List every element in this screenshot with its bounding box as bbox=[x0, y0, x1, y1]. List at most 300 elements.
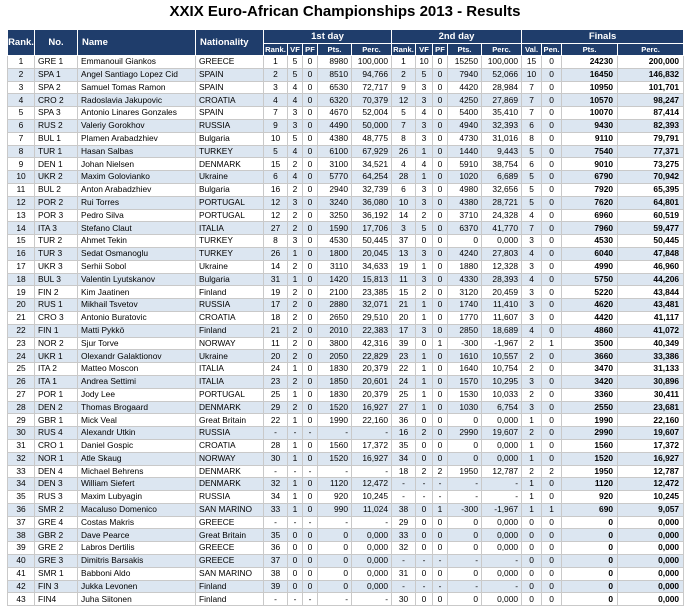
d2-vf-cell: 3 bbox=[416, 247, 433, 260]
d2-perc-cell: 24,328 bbox=[482, 209, 522, 222]
d2-pts-cell: 1530 bbox=[448, 388, 482, 401]
table-row bbox=[8, 196, 684, 209]
rank-cell: 15 bbox=[8, 235, 35, 248]
nationality-cell: TURKEY bbox=[196, 145, 264, 158]
d2-rank-cell: 37 bbox=[392, 235, 416, 248]
name-cell: William Siefert bbox=[78, 478, 196, 491]
d2-pf-cell: 0 bbox=[433, 311, 448, 324]
no-cell: RUS 3 bbox=[35, 491, 78, 504]
d2-vf-cell: 3 bbox=[416, 119, 433, 132]
d1-rank-cell: 5 bbox=[264, 145, 288, 158]
d1-perc-cell: 0,000 bbox=[352, 529, 392, 542]
fin-pts-cell: 3360 bbox=[562, 388, 618, 401]
d1-pf-cell: 0 bbox=[303, 350, 318, 363]
rank-cell: 40 bbox=[8, 555, 35, 568]
fin-perc-cell: 0,000 bbox=[618, 542, 684, 555]
nationality-cell: GREECE bbox=[196, 555, 264, 568]
rank-cell: 31 bbox=[8, 439, 35, 452]
fin-pen-cell: 0 bbox=[542, 593, 562, 606]
no-cell: TUR 3 bbox=[35, 247, 78, 260]
d1-pts-cell: 4380 bbox=[318, 132, 352, 145]
fin-pen-cell: 2 bbox=[542, 465, 562, 478]
d1-pf-cell: 0 bbox=[303, 363, 318, 376]
d1-pf-cell: 0 bbox=[303, 158, 318, 171]
fin-pts-cell: 0 bbox=[562, 580, 618, 593]
d1-rank-cell: - bbox=[264, 465, 288, 478]
fin-perc-cell: 0,000 bbox=[618, 593, 684, 606]
d2-rank-cell: 6 bbox=[392, 183, 416, 196]
d1-vf-cell: 0 bbox=[288, 567, 303, 580]
fin-perc-cell: 16,927 bbox=[618, 452, 684, 465]
fin-val-cell: 7 bbox=[522, 94, 542, 107]
d1-pf-cell: - bbox=[303, 427, 318, 440]
day2-header: 2nd day bbox=[392, 30, 522, 44]
name-cell: Stefano Claut bbox=[78, 222, 196, 235]
no-cell: SPA 3 bbox=[35, 107, 78, 120]
d1-pf-cell: 0 bbox=[303, 235, 318, 248]
d1-pts-cell: 3110 bbox=[318, 260, 352, 273]
d2-pf-cell: 0 bbox=[433, 324, 448, 337]
nationality-cell: DENMARK bbox=[196, 465, 264, 478]
d2-pf-cell: 0 bbox=[433, 375, 448, 388]
d2-perc-cell: 12,328 bbox=[482, 260, 522, 273]
rank-cell: 22 bbox=[8, 324, 35, 337]
rank-cell: 4 bbox=[8, 94, 35, 107]
d1-perc-cell: 67,929 bbox=[352, 145, 392, 158]
fin-pen-cell: 0 bbox=[542, 555, 562, 568]
d2-rank-cell: 12 bbox=[392, 94, 416, 107]
d2-perc-cell: - bbox=[482, 491, 522, 504]
d2-perc-cell: -1,967 bbox=[482, 337, 522, 350]
d1-perc-cell: - bbox=[352, 593, 392, 606]
d1-pts-cell: 4530 bbox=[318, 235, 352, 248]
d1-pts-cell: 8510 bbox=[318, 68, 352, 81]
d2-pf-cell: - bbox=[433, 580, 448, 593]
d1-pf-cell: 0 bbox=[303, 247, 318, 260]
d2-vf-cell: 0 bbox=[416, 452, 433, 465]
rank-cell: 10 bbox=[8, 171, 35, 184]
d2-pf-cell: 0 bbox=[433, 183, 448, 196]
fin-pts-cell: 9010 bbox=[562, 158, 618, 171]
fin-pts-cell: 0 bbox=[562, 593, 618, 606]
d1-rank-cell: 32 bbox=[264, 478, 288, 491]
rank-cell: 26 bbox=[8, 375, 35, 388]
fin-pts-cell: 7540 bbox=[562, 145, 618, 158]
table-row bbox=[8, 209, 684, 222]
d1-perc-cell: - bbox=[352, 516, 392, 529]
d2-vf-cell: 4 bbox=[416, 158, 433, 171]
d2-rank-cell: 36 bbox=[392, 414, 416, 427]
fin-perc-cell: 41,072 bbox=[618, 324, 684, 337]
d1-pts-cell: - bbox=[318, 465, 352, 478]
fin-pts-cell: 9110 bbox=[562, 132, 618, 145]
d1-vf-cell: 3 bbox=[288, 119, 303, 132]
d2-pts-cell: 6370 bbox=[448, 222, 482, 235]
d2-pf-cell: 0 bbox=[433, 452, 448, 465]
nationality-cell: SPAIN bbox=[196, 68, 264, 81]
fin-pen-cell: 0 bbox=[542, 350, 562, 363]
d1-pts-cell: 0 bbox=[318, 567, 352, 580]
d1-vf-cell: 2 bbox=[288, 311, 303, 324]
d1-rank-cell: 36 bbox=[264, 542, 288, 555]
rank-cell: 27 bbox=[8, 388, 35, 401]
name-cell: Anton Arabadzhiev bbox=[78, 183, 196, 196]
fin-val-cell: 1 bbox=[522, 503, 542, 516]
d2-pf-cell: 0 bbox=[433, 439, 448, 452]
d1-rank-cell: 9 bbox=[264, 119, 288, 132]
d1-perc-cell: 0,000 bbox=[352, 555, 392, 568]
d1-pts-cell: - bbox=[318, 427, 352, 440]
name-cell: Rui Torres bbox=[78, 196, 196, 209]
no-cell: CRO 1 bbox=[35, 439, 78, 452]
fin-perc-cell: 47,848 bbox=[618, 247, 684, 260]
no-cell: DEN 2 bbox=[35, 401, 78, 414]
rank-cell: 43 bbox=[8, 593, 35, 606]
name-cell: Atle Skaug bbox=[78, 452, 196, 465]
fin-pen-cell: 0 bbox=[542, 427, 562, 440]
d1-pts-cell: 1420 bbox=[318, 273, 352, 286]
no-cell: SPA 1 bbox=[35, 68, 78, 81]
d1-pf-header: PF bbox=[303, 44, 318, 56]
d2-rank-cell: - bbox=[392, 478, 416, 491]
name-cell: Pedro Silva bbox=[78, 209, 196, 222]
fin-pts-cell: 7960 bbox=[562, 222, 618, 235]
fin-val-cell: 2 bbox=[522, 337, 542, 350]
d1-pts-cell: 3800 bbox=[318, 337, 352, 350]
d2-perc-cell: 28,721 bbox=[482, 196, 522, 209]
d1-perc-header: Perc. bbox=[352, 44, 392, 56]
d1-vf-cell: 4 bbox=[288, 145, 303, 158]
d1-pf-cell: 0 bbox=[303, 273, 318, 286]
d1-pts-cell: 1520 bbox=[318, 452, 352, 465]
d2-pts-cell: 0 bbox=[448, 452, 482, 465]
rank-cell: 37 bbox=[8, 516, 35, 529]
fin-pts-cell: 5220 bbox=[562, 286, 618, 299]
rank-cell: 2 bbox=[8, 68, 35, 81]
d1-pf-cell: 0 bbox=[303, 580, 318, 593]
no-cell: ITA 3 bbox=[35, 222, 78, 235]
d2-vf-cell: 3 bbox=[416, 196, 433, 209]
d2-pts-cell: 4240 bbox=[448, 247, 482, 260]
fin-val-cell: 0 bbox=[522, 567, 542, 580]
d2-pf-cell: 0 bbox=[433, 567, 448, 580]
d2-pts-cell: 7940 bbox=[448, 68, 482, 81]
d2-pts-cell: 4420 bbox=[448, 81, 482, 94]
d2-vf-cell: 2 bbox=[416, 465, 433, 478]
name-cell: Valeriy Gorokhov bbox=[78, 119, 196, 132]
fin-pts-cell: 1990 bbox=[562, 414, 618, 427]
d1-pts-cell: 1120 bbox=[318, 478, 352, 491]
d1-perc-cell: 64,254 bbox=[352, 171, 392, 184]
nationality-cell: ITALIA bbox=[196, 363, 264, 376]
rank-cell: 30 bbox=[8, 427, 35, 440]
table-row bbox=[8, 286, 684, 299]
d2-pts-cell: 0 bbox=[448, 567, 482, 580]
fin-val-cell: 3 bbox=[522, 299, 542, 312]
fin-val-cell: 1 bbox=[522, 478, 542, 491]
nationality-cell: Finland bbox=[196, 286, 264, 299]
d2-pts-cell: 0 bbox=[448, 529, 482, 542]
table-row bbox=[8, 414, 684, 427]
no-cell: RUS 1 bbox=[35, 299, 78, 312]
d1-pf-cell: 0 bbox=[303, 171, 318, 184]
d2-pf-cell: 0 bbox=[433, 260, 448, 273]
no-cell: SMR 2 bbox=[35, 503, 78, 516]
name-cell: Matti Pykkö bbox=[78, 324, 196, 337]
fin-pts-cell: 4860 bbox=[562, 324, 618, 337]
d2-vf-cell: 1 bbox=[416, 350, 433, 363]
d1-perc-cell: 17,706 bbox=[352, 222, 392, 235]
fin-pen-cell: 0 bbox=[542, 81, 562, 94]
nationality-cell: GREECE bbox=[196, 516, 264, 529]
d1-pts-cell: 3240 bbox=[318, 196, 352, 209]
d1-vf-cell: - bbox=[288, 516, 303, 529]
d2-rank-cell: 11 bbox=[392, 273, 416, 286]
fin-val-cell: 3 bbox=[522, 235, 542, 248]
d1-perc-cell: 36,192 bbox=[352, 209, 392, 222]
table-row bbox=[8, 273, 684, 286]
d1-perc-cell: 16,927 bbox=[352, 401, 392, 414]
name-cell: Maxim Lubyagin bbox=[78, 491, 196, 504]
d2-perc-cell: 0,000 bbox=[482, 516, 522, 529]
name-cell: Emmanouil Giankos bbox=[78, 56, 196, 69]
d2-pf-cell: 0 bbox=[433, 286, 448, 299]
fin-perc-cell: 50,445 bbox=[618, 235, 684, 248]
fin-pts-cell: 1120 bbox=[562, 478, 618, 491]
fin-pen-cell: 0 bbox=[542, 222, 562, 235]
d2-vf-cell: 1 bbox=[416, 375, 433, 388]
name-cell: Alexandr Utkin bbox=[78, 427, 196, 440]
fin-perc-cell: 31,133 bbox=[618, 363, 684, 376]
d1-pts-cell: 0 bbox=[318, 542, 352, 555]
d1-pf-cell: 0 bbox=[303, 529, 318, 542]
d2-perc-cell: 10,033 bbox=[482, 388, 522, 401]
d2-vf-cell: 0 bbox=[416, 337, 433, 350]
d1-vf-cell: 1 bbox=[288, 388, 303, 401]
d2-pts-cell: 0 bbox=[448, 235, 482, 248]
d2-perc-header: Perc. bbox=[482, 44, 522, 56]
d2-rank-cell: 28 bbox=[392, 171, 416, 184]
d2-vf-cell: 0 bbox=[416, 529, 433, 542]
d1-rank-cell: 24 bbox=[264, 363, 288, 376]
results-table bbox=[7, 29, 684, 606]
d2-rank-header: Rank. bbox=[393, 45, 414, 54]
d2-pf-cell: 0 bbox=[433, 107, 448, 120]
d2-perc-cell: 18,689 bbox=[482, 324, 522, 337]
fin-pts-cell: 0 bbox=[562, 542, 618, 555]
fin-pen-cell: 0 bbox=[542, 542, 562, 555]
d2-vf-cell: 5 bbox=[416, 222, 433, 235]
d1-pf-cell: 0 bbox=[303, 542, 318, 555]
d1-pts-cell: 1560 bbox=[318, 439, 352, 452]
d2-pf-cell: 0 bbox=[433, 119, 448, 132]
nationality-cell: RUSSIA bbox=[196, 299, 264, 312]
d2-vf-cell: 3 bbox=[416, 81, 433, 94]
d2-pf-cell: 0 bbox=[433, 222, 448, 235]
d1-pf-cell: 0 bbox=[303, 503, 318, 516]
d2-pf-cell: - bbox=[433, 478, 448, 491]
fin-pen-cell: 0 bbox=[542, 375, 562, 388]
fin-perc-cell: 77,371 bbox=[618, 145, 684, 158]
nationality-cell: ITALIA bbox=[196, 375, 264, 388]
fin-perc-cell: 43,844 bbox=[618, 286, 684, 299]
no-cell: POR 2 bbox=[35, 196, 78, 209]
d2-vf-cell: 0 bbox=[416, 516, 433, 529]
table-row bbox=[8, 119, 684, 132]
fin-val-cell: 3 bbox=[522, 401, 542, 414]
rank-cell: 41 bbox=[8, 567, 35, 580]
fin-pen-cell: 0 bbox=[542, 516, 562, 529]
d2-pts-cell: 0 bbox=[448, 542, 482, 555]
d2-pf-cell: 0 bbox=[433, 81, 448, 94]
d1-vf-cell: 0 bbox=[288, 555, 303, 568]
d2-pts-cell: 4380 bbox=[448, 196, 482, 209]
name-cell: Juha Siitonen bbox=[78, 593, 196, 606]
d1-rank-cell: 11 bbox=[264, 337, 288, 350]
name-cell: Olexandr Galaktionov bbox=[78, 350, 196, 363]
fin-val-cell: 0 bbox=[522, 516, 542, 529]
no-cell: POR 1 bbox=[35, 388, 78, 401]
d1-rank-cell: 17 bbox=[264, 299, 288, 312]
rank-cell: 8 bbox=[8, 145, 35, 158]
d1-vf-cell: 2 bbox=[288, 324, 303, 337]
nationality-cell: DENMARK bbox=[196, 401, 264, 414]
d2-pts-cell: - bbox=[448, 478, 482, 491]
d2-rank-cell: - bbox=[392, 555, 416, 568]
nationality-cell: PORTUGAL bbox=[196, 209, 264, 222]
fin-perc-cell: 82,393 bbox=[618, 119, 684, 132]
fin-perc-cell: 41,117 bbox=[618, 311, 684, 324]
table-row bbox=[8, 81, 684, 94]
d2-pts-cell: 1570 bbox=[448, 375, 482, 388]
d2-pf-cell: 0 bbox=[433, 350, 448, 363]
d1-pf-cell: 0 bbox=[303, 452, 318, 465]
d2-perc-cell: 10,295 bbox=[482, 375, 522, 388]
nationality-cell: Finland bbox=[196, 593, 264, 606]
d1-pts-cell: 0 bbox=[318, 529, 352, 542]
d2-vf-cell: 0 bbox=[416, 567, 433, 580]
fin-val-cell: 15 bbox=[522, 56, 542, 69]
d1-perc-cell: 42,316 bbox=[352, 337, 392, 350]
fin-pen-cell: 0 bbox=[542, 286, 562, 299]
d1-pts-cell: 2650 bbox=[318, 311, 352, 324]
no-cell: GBR 1 bbox=[35, 414, 78, 427]
fin-pts-cell: 3500 bbox=[562, 337, 618, 350]
d1-rank-cell: 8 bbox=[264, 235, 288, 248]
fin-val-cell: 1 bbox=[522, 452, 542, 465]
d1-vf-cell: 3 bbox=[288, 196, 303, 209]
rank-cell: 12 bbox=[8, 196, 35, 209]
rank-cell: 14 bbox=[8, 222, 35, 235]
d2-vf-cell: 10 bbox=[416, 56, 433, 69]
d1-rank-header: Rank. bbox=[265, 45, 286, 54]
table-row bbox=[8, 529, 684, 542]
fin-val-cell: 4 bbox=[522, 247, 542, 260]
d2-perc-cell: - bbox=[482, 555, 522, 568]
fin-pen-header: Pen. bbox=[543, 45, 560, 54]
d1-vf-cell: 0 bbox=[288, 542, 303, 555]
rank-cell: 32 bbox=[8, 452, 35, 465]
fin-pts-cell: 1520 bbox=[562, 452, 618, 465]
fin-pen-cell: 0 bbox=[542, 439, 562, 452]
rank-cell: 21 bbox=[8, 311, 35, 324]
d1-pf-cell: 0 bbox=[303, 388, 318, 401]
d2-vf-cell: 1 bbox=[416, 401, 433, 414]
nationality-cell: DENMARK bbox=[196, 158, 264, 171]
fin-val-cell: 2 bbox=[522, 427, 542, 440]
d2-perc-cell: - bbox=[482, 580, 522, 593]
d2-vf-cell: 3 bbox=[416, 324, 433, 337]
no-cell: UKR 2 bbox=[35, 171, 78, 184]
d2-pf-cell: 0 bbox=[433, 542, 448, 555]
fin-pts-cell: 3470 bbox=[562, 363, 618, 376]
fin-pen-cell: 0 bbox=[542, 311, 562, 324]
fin-pts-cell: 1560 bbox=[562, 439, 618, 452]
d1-vf-cell: 2 bbox=[288, 337, 303, 350]
d1-pts-cell: 2100 bbox=[318, 286, 352, 299]
d2-perc-cell: 0,000 bbox=[482, 567, 522, 580]
d1-vf-cell: 2 bbox=[288, 183, 303, 196]
d2-perc-cell: 28,393 bbox=[482, 273, 522, 286]
d2-pf-cell: 0 bbox=[433, 529, 448, 542]
rank-cell: 29 bbox=[8, 414, 35, 427]
d1-perc-cell: 20,601 bbox=[352, 375, 392, 388]
d2-pf-cell: 0 bbox=[433, 132, 448, 145]
d2-rank-cell: 23 bbox=[392, 350, 416, 363]
nationality-cell: SAN MARINO bbox=[196, 567, 264, 580]
d2-rank-cell: 29 bbox=[392, 516, 416, 529]
d2-pts-cell: - bbox=[448, 491, 482, 504]
nationality-cell: GREECE bbox=[196, 56, 264, 69]
d1-rank-cell: 6 bbox=[264, 171, 288, 184]
d1-rank-cell: 7 bbox=[264, 107, 288, 120]
rank-cell: 7 bbox=[8, 132, 35, 145]
fin-perc-cell: 0,000 bbox=[618, 555, 684, 568]
d2-pf-cell: 0 bbox=[433, 593, 448, 606]
table-row bbox=[8, 299, 684, 312]
rank-cell: 11 bbox=[8, 183, 35, 196]
fin-pen-cell: 0 bbox=[542, 107, 562, 120]
d2-perc-cell: 10,557 bbox=[482, 350, 522, 363]
fin-pts-cell: 920 bbox=[562, 491, 618, 504]
no-cell: DEN 1 bbox=[35, 158, 78, 171]
d1-perc-cell: 32,739 bbox=[352, 183, 392, 196]
d2-rank-cell: 9 bbox=[392, 81, 416, 94]
d2-rank-cell: 26 bbox=[392, 145, 416, 158]
fin-pts-cell: 7620 bbox=[562, 196, 618, 209]
d1-perc-cell: 12,472 bbox=[352, 478, 392, 491]
table-row bbox=[8, 503, 684, 516]
d2-perc-cell: 27,803 bbox=[482, 247, 522, 260]
d1-pf-cell: 0 bbox=[303, 439, 318, 452]
d2-pts-cell: 0 bbox=[448, 439, 482, 452]
d1-perc-cell: 29,510 bbox=[352, 311, 392, 324]
fin-perc-cell: 79,791 bbox=[618, 132, 684, 145]
d1-perc-cell: 36,080 bbox=[352, 196, 392, 209]
results-body bbox=[8, 56, 684, 606]
name-cell: Hasan Salbas bbox=[78, 145, 196, 158]
fin-perc-cell: 23,681 bbox=[618, 401, 684, 414]
no-cell: BUL 2 bbox=[35, 183, 78, 196]
name-cell: Dimitris Barsakis bbox=[78, 555, 196, 568]
d2-perc-cell: 0,000 bbox=[482, 542, 522, 555]
fin-pen-cell: 0 bbox=[542, 171, 562, 184]
d1-vf-cell: 1 bbox=[288, 452, 303, 465]
d1-pf-cell: 0 bbox=[303, 107, 318, 120]
table-row bbox=[8, 439, 684, 452]
d1-rank-cell: 3 bbox=[264, 81, 288, 94]
d2-perc-cell: 0,000 bbox=[482, 439, 522, 452]
